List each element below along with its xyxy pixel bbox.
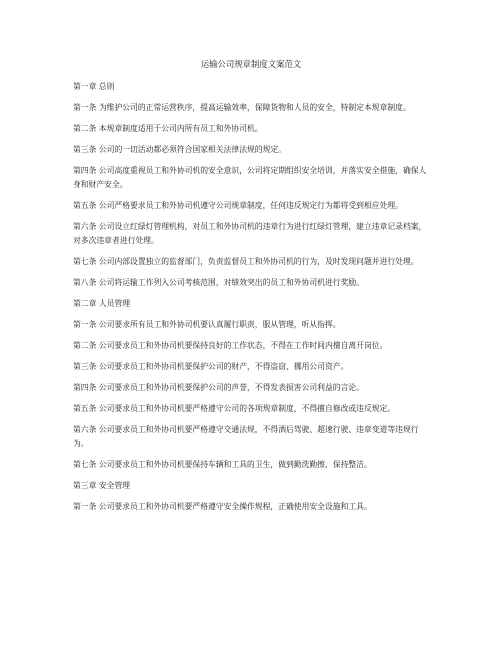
- article-paragraph: 第四条 公司要求员工和外协司机要保护公司的声誉，不得发表损害公司利益的言论。: [73, 383, 364, 392]
- document-title: 运输公司规章制度文案范文: [200, 59, 302, 69]
- article-paragraph: 第一条 公司要求所有员工和外协司机要认真履行职责，服从管理，听从指挥。: [73, 320, 341, 329]
- article-paragraph: 第二条 公司要求员工和外协司机要保持良好的工作状态，不得在工作时间内擅自离开岗位。: [73, 341, 388, 350]
- chapter-heading: 第三章 安全管理: [73, 481, 131, 490]
- article-paragraph: 第一条 为维护公司的正常运营秩序，提高运输效率，保障货物和人员的安全，特制定本规章制度。: [73, 103, 411, 112]
- article-paragraph: 第七条 公司要求员工和外协司机要保持车辆和工具的卫生，做到勤洗勤擦，保持整洁。: [73, 460, 372, 469]
- article-paragraph: 第七条 公司内部设置独立的监督部门，负责监督员工和外协司机的行为，及时发现问题并进行处理。: [73, 257, 419, 266]
- article-paragraph: 第二条 本规章制度适用于公司内所有员工和外协司机。: [73, 124, 263, 133]
- chapter-heading: 第一章 总则: [73, 82, 115, 91]
- article-paragraph: 第五条 公司要求员工和外协司机要严格遵守公司的各项规章制度，不得擅自修改或违反规定。: [73, 404, 396, 413]
- article-paragraph: 第三条 公司的一切活动都必须符合国家相关法律法规的规定。: [73, 145, 286, 154]
- document-body: [73, 80, 431, 521]
- article-paragraph: 第八条 公司将运输工作列入公司考核范围，对绩效突出的员工和外协司机进行奖励。: [73, 278, 364, 287]
- article-paragraph: 第三条 公司要求员工和外协司机要保护公司的财产，不得盗窃、挪用公司资产。: [73, 362, 349, 371]
- article-paragraph: 第一条 公司要求员工和外协司机要严格遵守安全操作规程，正确使用安全设施和工具。: [73, 502, 372, 511]
- article-paragraph: 第六条 公司设立红绿灯管理机构，对员工和外协司机的违章行为进行红绿灯管理，建立违章记录档案，对多次违章者进行处理。: [73, 222, 427, 245]
- chapter-heading: 第二章 人员管理: [73, 299, 131, 308]
- article-paragraph: 第四条 公司高度重视员工和外协司机的安全意识，公司将定期组织安全培训，并落实安全措施，确保人身和财产安全。: [73, 166, 427, 189]
- article-paragraph: 第五条 公司严格要求员工和外协司机遵守公司规章制度，任何违反规定行为都将受到相应处理。: [73, 201, 403, 210]
- article-paragraph: 第六条 公司要求员工和外协司机要严格遵守交通法规，不得酒后驾驶、超速行驶、违章变道等违规行为。: [73, 425, 419, 448]
